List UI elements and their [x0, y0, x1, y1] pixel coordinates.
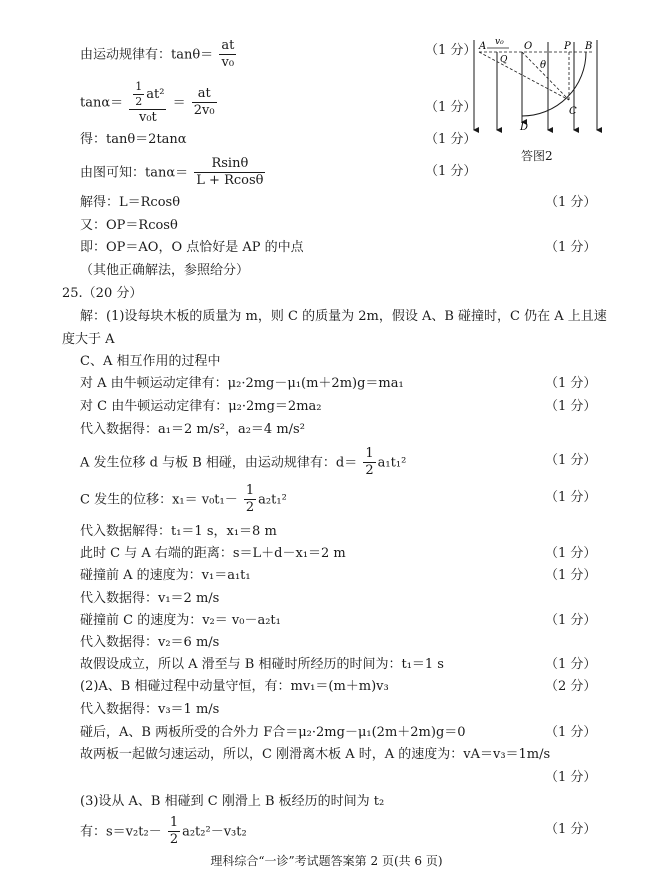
score: （1 分） — [545, 490, 597, 505]
score: （1 分） — [425, 100, 477, 115]
text: 由图可知：tanα＝ — [80, 165, 189, 181]
label-q: Q — [500, 55, 508, 65]
line-30 — [80, 815, 247, 849]
label-theta: θ — [540, 60, 547, 71]
line-26: 代入数据得：v₃＝1 m/s — [80, 702, 220, 717]
line-19: 此时 C 与 A 右端的距离：s＝L＋d－x₁＝2 m — [80, 546, 346, 561]
score: （1 分） — [545, 613, 597, 628]
fraction — [129, 80, 166, 126]
fraction — [168, 815, 180, 849]
figure-caption: 答图2 — [521, 149, 553, 163]
score: （1 分） — [545, 770, 597, 785]
line-14: 对 C 由牛顿运动定律有：μ₂·2mg＝2ma₂ — [80, 399, 322, 414]
text: at² — [146, 86, 165, 102]
text: 由运动规律有：tanθ＝ — [80, 47, 214, 63]
line-1 — [80, 38, 238, 72]
text: A 发生位移 d 与板 B 相碰，由运动规律有：d＝ — [80, 455, 358, 471]
text: a₁t₁² — [377, 455, 407, 471]
text: a₂t₂²－v₃t₂ — [182, 824, 247, 840]
numerator: 1 — [135, 80, 143, 93]
score: （1 分） — [425, 43, 477, 58]
text: C 发生的位移：x₁＝ v₀t₁－ — [80, 492, 238, 508]
score: （2 分） — [545, 679, 597, 694]
figure-diagram — [465, 30, 610, 145]
numerator: at — [192, 86, 217, 103]
line-6: 又：OP＝Rcosθ — [80, 218, 178, 233]
line-17 — [80, 483, 287, 517]
numerator: at — [219, 38, 236, 55]
denominator: 2 — [169, 832, 179, 848]
numerator: Rsinθ — [194, 156, 265, 173]
numerator — [129, 80, 166, 110]
line-22: 碰撞前 C 的速度为：v₂＝ v₀－a₂t₁ — [80, 613, 281, 628]
fraction — [194, 156, 265, 190]
denominator: v₀t — [138, 109, 157, 125]
text: ＝ — [172, 95, 186, 111]
label-a: A — [479, 41, 487, 52]
score: （1 分） — [545, 725, 597, 740]
score: （1 分） — [545, 546, 597, 561]
line-7: 即：OP＝AO，O 点恰好是 AP 的中点 — [80, 240, 304, 255]
score: （1 分） — [545, 399, 597, 414]
line-12: C、A 相互作用的过程中 — [80, 354, 221, 369]
line-4 — [80, 156, 267, 190]
fraction — [192, 86, 217, 120]
score: （1 分） — [545, 822, 597, 837]
denominator: L + Rcosθ — [196, 173, 264, 189]
score: （1 分） — [545, 195, 597, 210]
line-25: (2)A、B 相碰过程中动量守恒，有：mv₁＝(m＋m)v₃ — [80, 679, 389, 694]
line-28: 故两板一起做匀速运动，所以，C 刚滑离木板 A 时，A 的速度为：vA＝v₃＝1m/s — [80, 747, 551, 762]
score: （1 分） — [545, 657, 597, 672]
fraction — [363, 446, 375, 480]
score: （1 分） — [545, 376, 597, 391]
denominator: 2 — [365, 463, 374, 479]
dashed-line-ac — [479, 52, 569, 100]
line-27: 碰后，A、B 两板所受的合外力 F合＝μ₂·2mg－μ₁(2m＋2m)g＝0 — [80, 725, 466, 740]
line-23: 代入数据得：v₂＝6 m/s — [80, 635, 220, 650]
line-18: 代入数据解得：t₁＝1 s，x₁＝8 m — [80, 524, 277, 539]
line-16 — [80, 446, 406, 480]
fraction — [244, 483, 256, 517]
question-heading: 25.（20 分） — [62, 286, 143, 301]
line-13: 对 A 由牛顿运动定律有：μ₂·2mg－μ₁(m＋2m)g＝ma₁ — [80, 376, 404, 391]
label-o: O — [524, 41, 533, 52]
line-3: 得：tanθ＝2tanα — [80, 132, 187, 147]
denominator: 2 — [135, 94, 143, 108]
label-c: C — [569, 106, 577, 117]
label-b: B — [585, 41, 593, 52]
line-20: 碰撞前 A 的速度为：v₁＝a₁t₁ — [80, 568, 251, 583]
score: （1 分） — [545, 568, 597, 583]
numerator: 1 — [363, 446, 375, 463]
text: tanα＝ — [80, 95, 124, 111]
inner-fraction — [133, 80, 144, 109]
line-29: (3)设从 A、B 相碰到 C 刚滑上 B 板经历的时间为 t₂ — [80, 794, 385, 809]
line-21: 代入数据得：v₁＝2 m/s — [80, 591, 220, 606]
numerator: 1 — [244, 483, 256, 500]
score: （1 分） — [425, 132, 477, 147]
label-p: P — [564, 41, 571, 52]
text: a₂t₁² — [258, 492, 287, 508]
text: 有：s＝v₂t₂－ — [80, 824, 162, 840]
denominator: v₀ — [221, 55, 235, 71]
line-8: （其他正确解法，参照给分） — [80, 263, 250, 278]
line-10: 解：(1)设每块木板的质量为 m，则 C 的质量为 2m，假设 A、B 碰撞时，C 仍在 A 上且速 — [80, 309, 607, 324]
line-2 — [80, 80, 219, 126]
denominator: 2 — [245, 500, 255, 516]
fraction — [219, 38, 236, 72]
score: （1 分） — [425, 164, 477, 179]
label-v0: v₀ — [495, 37, 504, 47]
line-24: 故假设成立，所以 A 滑至与 B 相碰时所经历的时间为：t₁＝1 s — [80, 657, 444, 672]
line-11: 度大于 A — [62, 332, 115, 347]
score: （1 分） — [545, 453, 597, 468]
denominator: 2v₀ — [193, 103, 215, 119]
numerator: 1 — [168, 815, 180, 832]
label-d: D — [520, 122, 529, 133]
page-footer: 理科综合“一诊”考试题答案第 2 页(共 6 页) — [210, 854, 443, 868]
score: （1 分） — [545, 240, 597, 255]
line-5: 解得：L＝Rcosθ — [80, 195, 181, 210]
line-15: 代入数据得：a₁＝2 m/s²，a₂＝4 m/s² — [80, 422, 305, 437]
